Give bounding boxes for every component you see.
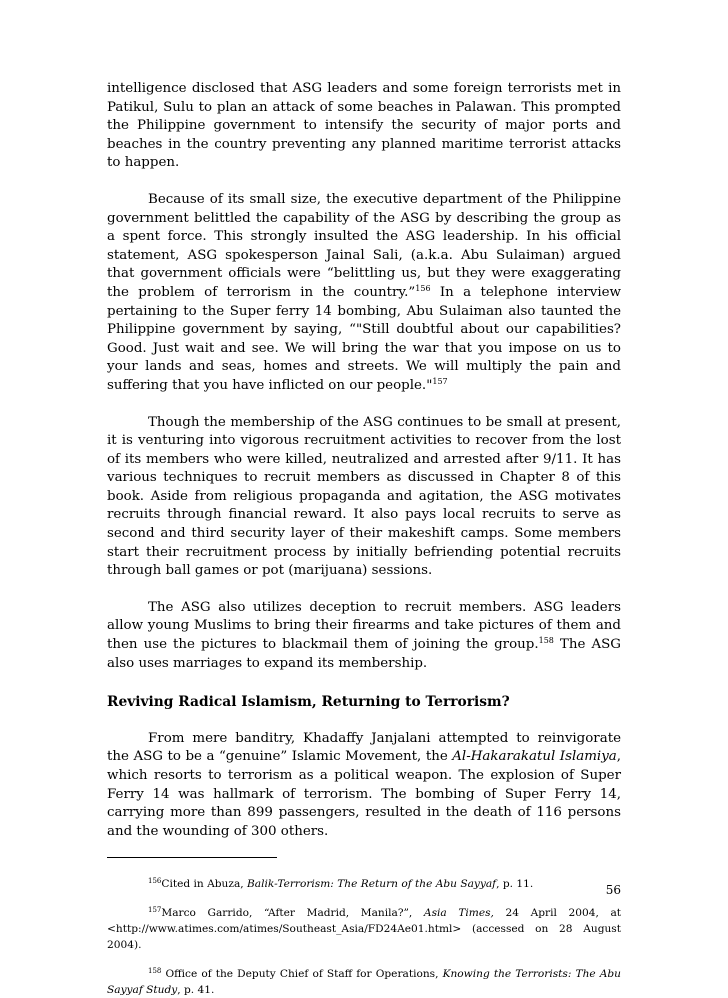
footnote-157 xyxy=(107,905,621,953)
footnote-divider xyxy=(107,857,277,858)
section-heading: Reviving Radical Islamism, Returning to Terrorism? xyxy=(107,694,510,711)
footnote-157-text-a: Marco Garrido, “After Madrid, Manila?”, xyxy=(161,907,424,920)
footnote-156-number: 156 xyxy=(148,877,162,886)
footnote-158-text-b: , p. 41. xyxy=(177,984,215,997)
paragraph-5-text-b: , which resorts to terrorism as a political weapon. The explosion of Super Ferry 14 was hallmark of terrorism. The bombing of Super Ferry 14, carrying more than 899 passengers, resulted in the death of 116 persons and the wounding of 300 others. xyxy=(107,749,622,839)
footnote-157-number: 157 xyxy=(148,906,162,915)
paragraph-5-italic: Al-Hakarakatul Islamiya xyxy=(452,749,617,765)
paragraph-5 xyxy=(107,730,621,842)
paragraph-3: Though the membership of the ASG continues to be small at present, it is venturing into vigorous recruitment activities to recover from the lost of its members who were killed, neutralized and arrested after 9/11. It has various techniques to recruit members as discussed in Chapter 8 of this book. Aside from religious propaganda and agitation, the ASG motivates recruits through financial reward. It also pays local recruits to serve as second and third security layer of their makeshift camps. Some members start their recruitment process by initially befriending potential recruits through ball games or pot (marijuana) sessions. xyxy=(107,414,621,579)
page-number: 56 xyxy=(605,883,621,897)
footnote-157-title: Asia Times, xyxy=(423,907,494,920)
footnote-156-text-a: Cited in Abuza, xyxy=(161,878,248,891)
paragraph-2 xyxy=(107,191,621,396)
footnote-ref-158: 158 xyxy=(538,636,554,646)
footnote-158 xyxy=(107,966,621,998)
paragraph-5-text-a: From mere banditry, Khadaffy Janjalani attempted to reinvigorate the ASG to be a “genuine” Islamic Movement, the xyxy=(107,730,621,765)
paragraph-2-text-b: In a telephone interview pertaining to the Super ferry 14 bombing, Abu Sulaiman also taunted the Philippine government by saying, “"Still doubtful about our capabilities? Good. Just wait and see. We will bring the war that you impose on us to your lands and seas, homes and streets. We will multiply the pain and suffering that you have inflicted on our people." xyxy=(107,284,621,393)
document-page xyxy=(107,80,621,998)
paragraph-1: intelligence disclosed that ASG leaders and some foreign terrorists met in Patikul, Sulu to plan an attack of some beaches in Palawan. This prompted the Philippine government to intensify the security of major ports and beaches in the country preventing any planned maritime terrorist attacks to happen. xyxy=(107,81,621,171)
paragraph-4 xyxy=(107,599,621,673)
footnote-ref-156: 156 xyxy=(415,283,431,293)
footnote-158-text-a: Office of the Deputy Chief of Staff for Operations, xyxy=(161,968,443,981)
footnote-156-title: Balik-Terrorism: The Return of the Abu Sayyaf xyxy=(247,878,497,891)
paragraph-4-text-a: The ASG also utilizes deception to recruit members. ASG leaders allow young Muslims to bring their firearms and take pictures of them and then use the pictures to blackmail them of joining the group. xyxy=(107,599,621,653)
paragraph-4-text-b: The ASG also uses marriages to expand its membership. xyxy=(107,637,621,671)
footnote-156 xyxy=(107,876,621,892)
footnote-158-number: 158 xyxy=(148,967,162,976)
footnote-157-text-b: 24 April 2004, at <http://www.atimes.com/atimes/Southeast_Asia/FD24Ae01.html> (accessed on 28 August 2004). xyxy=(107,907,622,952)
footnote-156-text-b: , p. 11. xyxy=(496,878,534,891)
footnote-ref-157: 157 xyxy=(432,376,448,386)
footnote-158-title: Knowing the Terrorists: The Abu Sayyaf Study xyxy=(107,968,622,997)
paragraph-2-text-a: Because of its small size, the executive department of the Philippine government belittled the capability of the ASG by describing the group as a spent force. This strongly insulted the ASG leadership. In his official statement, ASG spokesperson Jainal Sali, (a.k.a. Abu Sulaiman) argued that government officials were “belittling us, but they were exaggerating the problem of terrorism in the country.” xyxy=(107,191,621,300)
